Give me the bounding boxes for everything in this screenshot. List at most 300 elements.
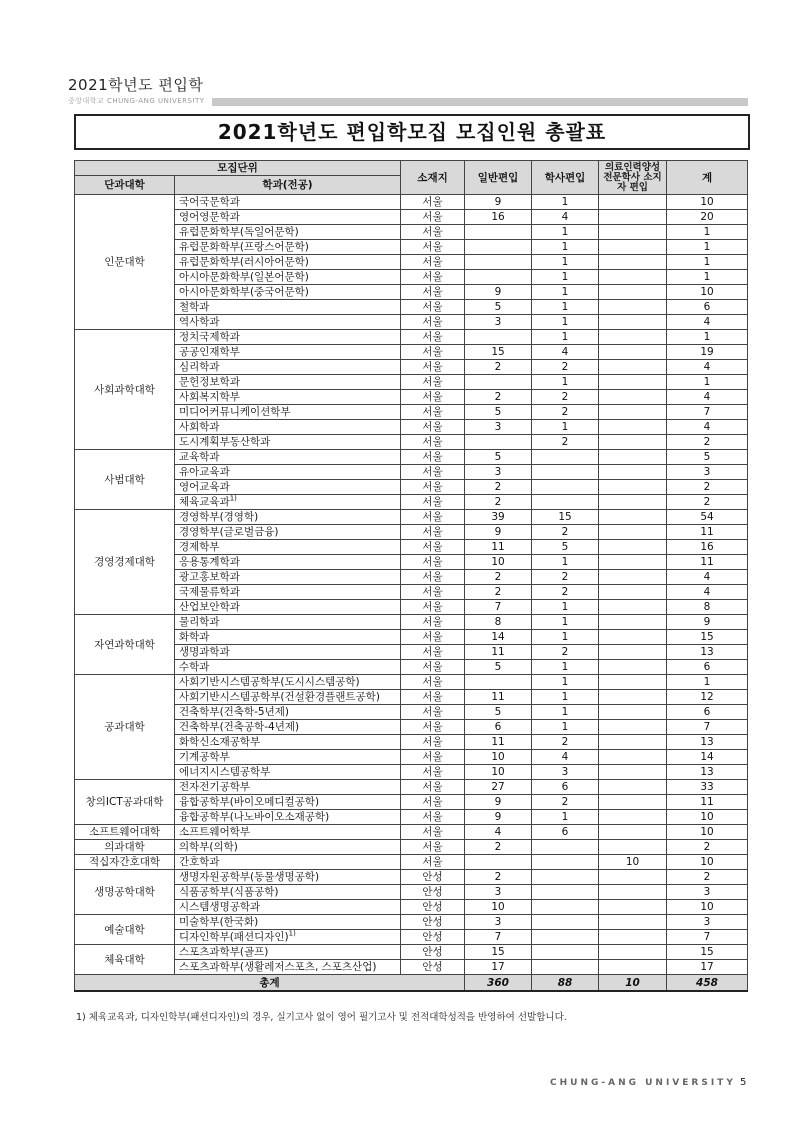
dept-cell bbox=[175, 390, 401, 405]
header-medical: 의료인력양성 전문학사 소지자 편입 bbox=[599, 161, 667, 195]
dept-cell bbox=[175, 885, 401, 900]
general-cell: 15 bbox=[465, 345, 532, 360]
dept-cell bbox=[175, 780, 401, 795]
medical-cell bbox=[599, 660, 667, 675]
bachelor-cell bbox=[532, 960, 599, 975]
medical-cell bbox=[599, 615, 667, 630]
dept-name: 사회기반시스템공학부(도시시스템공학) bbox=[179, 676, 360, 688]
general-cell: 8 bbox=[465, 615, 532, 630]
general-cell: 2 bbox=[465, 390, 532, 405]
dept-cell bbox=[175, 825, 401, 840]
total-cell: 14 bbox=[667, 750, 748, 765]
general-cell: 11 bbox=[465, 540, 532, 555]
location-cell: 서울 bbox=[401, 225, 465, 240]
medical-cell bbox=[599, 435, 667, 450]
dept-name: 응용통계학과 bbox=[179, 556, 240, 568]
dept-name: 스포츠과학부(생활레저스포츠, 스포츠산업) bbox=[179, 961, 377, 973]
bachelor-cell: 1 bbox=[532, 660, 599, 675]
general-cell: 5 bbox=[465, 450, 532, 465]
total-cell: 1 bbox=[667, 330, 748, 345]
header-bachelor: 학사편입 bbox=[532, 161, 599, 195]
bachelor-cell: 6 bbox=[532, 780, 599, 795]
dept-name: 식품공학부(식품공학) bbox=[179, 886, 279, 898]
footer-brand: CHUNG-ANG UNIVERSITY bbox=[550, 1078, 736, 1088]
table-row bbox=[75, 810, 748, 825]
college-cell: 적십자간호대학 bbox=[75, 855, 175, 870]
dept-cell bbox=[175, 225, 401, 240]
college-cell: 사범대학 bbox=[75, 450, 175, 510]
bachelor-cell: 15 bbox=[532, 510, 599, 525]
table-row bbox=[75, 840, 748, 855]
dept-cell bbox=[175, 765, 401, 780]
general-cell: 2 bbox=[465, 840, 532, 855]
general-cell bbox=[465, 330, 532, 345]
location-cell: 안성 bbox=[401, 885, 465, 900]
bachelor-cell bbox=[532, 450, 599, 465]
table-row bbox=[75, 435, 748, 450]
medical-cell bbox=[599, 780, 667, 795]
dept-name: 유럽문화학부(프랑스어문학) bbox=[179, 241, 309, 253]
table-row bbox=[75, 615, 748, 630]
dept-cell bbox=[175, 300, 401, 315]
footnote: 1) 체육교육과, 디자인학부(패션디자인)의 경우, 실기고사 없이 영어 필기고사 및 전적대학성적을 반영하여 선발합니다. bbox=[76, 1012, 567, 1023]
general-cell: 10 bbox=[465, 765, 532, 780]
dept-cell bbox=[175, 210, 401, 225]
dept-cell bbox=[175, 585, 401, 600]
medical-cell bbox=[599, 300, 667, 315]
total-cell: 4 bbox=[667, 420, 748, 435]
bachelor-cell bbox=[532, 465, 599, 480]
total-cell: 10 bbox=[667, 285, 748, 300]
dept-cell bbox=[175, 495, 401, 510]
medical-cell bbox=[599, 930, 667, 945]
table-row bbox=[75, 315, 748, 330]
table-row bbox=[75, 750, 748, 765]
total-cell: 4 bbox=[667, 390, 748, 405]
total-cell: 11 bbox=[667, 525, 748, 540]
general-cell: 3 bbox=[465, 315, 532, 330]
dept-name: 경제학부 bbox=[179, 541, 220, 553]
bachelor-cell: 1 bbox=[532, 225, 599, 240]
bachelor-cell: 2 bbox=[532, 645, 599, 660]
table-row bbox=[75, 930, 748, 945]
dept-name: 전자전기공학부 bbox=[179, 781, 251, 793]
dept-name: 화학과 bbox=[179, 631, 210, 643]
dept-name: 생명과학과 bbox=[179, 646, 230, 658]
medical-cell bbox=[599, 645, 667, 660]
table-row bbox=[75, 555, 748, 570]
medical-cell bbox=[599, 675, 667, 690]
table-row bbox=[75, 795, 748, 810]
medical-cell bbox=[599, 405, 667, 420]
medical-cell bbox=[599, 750, 667, 765]
total-cell: 10 bbox=[667, 195, 748, 210]
general-cell bbox=[465, 375, 532, 390]
general-cell: 5 bbox=[465, 705, 532, 720]
location-cell: 서울 bbox=[401, 840, 465, 855]
general-cell: 2 bbox=[465, 495, 532, 510]
bachelor-cell: 1 bbox=[532, 720, 599, 735]
table-row bbox=[75, 450, 748, 465]
dept-name: 건축학부(건축공학-4년제) bbox=[179, 721, 300, 733]
table-row bbox=[75, 735, 748, 750]
general-cell: 3 bbox=[465, 915, 532, 930]
dept-name: 영어교육과 bbox=[179, 481, 230, 493]
location-cell: 안성 bbox=[401, 915, 465, 930]
bachelor-cell bbox=[532, 840, 599, 855]
page-number: 5 bbox=[740, 1077, 747, 1088]
dept-cell bbox=[175, 705, 401, 720]
dept-name: 디자인학부(패션디자인) bbox=[179, 931, 289, 943]
header-general: 일반편입 bbox=[465, 161, 532, 195]
dept-cell bbox=[175, 195, 401, 210]
dept-name: 생명자원공학부(동물생명공학) bbox=[179, 871, 320, 883]
medical-cell bbox=[599, 765, 667, 780]
general-cell bbox=[465, 255, 532, 270]
total-cell: 6 bbox=[667, 705, 748, 720]
dept-name: 간호학과 bbox=[179, 856, 220, 868]
bachelor-cell: 1 bbox=[532, 810, 599, 825]
total-total-cell: 458 bbox=[667, 975, 748, 992]
college-cell: 경영경제대학 bbox=[75, 510, 175, 615]
total-cell: 1 bbox=[667, 270, 748, 285]
location-cell: 서울 bbox=[401, 345, 465, 360]
general-cell: 3 bbox=[465, 885, 532, 900]
total-cell: 4 bbox=[667, 570, 748, 585]
table-row bbox=[75, 405, 748, 420]
general-cell: 2 bbox=[465, 870, 532, 885]
dept-cell bbox=[175, 840, 401, 855]
bachelor-cell: 2 bbox=[532, 390, 599, 405]
bachelor-cell: 1 bbox=[532, 300, 599, 315]
location-cell: 서울 bbox=[401, 255, 465, 270]
medical-cell bbox=[599, 420, 667, 435]
location-cell: 서울 bbox=[401, 780, 465, 795]
footnote-marker: 1) bbox=[288, 929, 296, 938]
general-cell: 3 bbox=[465, 420, 532, 435]
dept-cell bbox=[175, 930, 401, 945]
bachelor-cell bbox=[532, 885, 599, 900]
location-cell: 서울 bbox=[401, 510, 465, 525]
bachelor-cell bbox=[532, 945, 599, 960]
general-cell: 27 bbox=[465, 780, 532, 795]
location-cell: 서울 bbox=[401, 555, 465, 570]
table-row bbox=[75, 720, 748, 735]
dept-cell bbox=[175, 600, 401, 615]
total-cell: 11 bbox=[667, 555, 748, 570]
total-cell: 17 bbox=[667, 960, 748, 975]
location-cell: 서울 bbox=[401, 270, 465, 285]
college-cell: 생명공학대학 bbox=[75, 870, 175, 915]
dept-name: 국어국문학과 bbox=[179, 196, 240, 208]
bachelor-cell: 2 bbox=[532, 360, 599, 375]
location-cell: 서울 bbox=[401, 540, 465, 555]
dept-cell bbox=[175, 645, 401, 660]
table-row bbox=[75, 675, 748, 690]
general-cell: 10 bbox=[465, 750, 532, 765]
table-row bbox=[75, 630, 748, 645]
bachelor-cell bbox=[532, 480, 599, 495]
medical-cell bbox=[599, 570, 667, 585]
table-row bbox=[75, 825, 748, 840]
total-cell: 3 bbox=[667, 465, 748, 480]
dept-cell bbox=[175, 615, 401, 630]
medical-cell bbox=[599, 735, 667, 750]
total-cell: 4 bbox=[667, 585, 748, 600]
medical-cell bbox=[599, 210, 667, 225]
dept-name: 경영학부(경영학) bbox=[179, 511, 259, 523]
medical-cell bbox=[599, 285, 667, 300]
dept-name: 의학부(의학) bbox=[179, 841, 238, 853]
total-cell: 20 bbox=[667, 210, 748, 225]
total-cell: 10 bbox=[667, 810, 748, 825]
medical-cell bbox=[599, 255, 667, 270]
dept-name: 에너지시스템공학부 bbox=[179, 766, 271, 778]
bachelor-cell: 1 bbox=[532, 330, 599, 345]
total-cell: 2 bbox=[667, 870, 748, 885]
dept-cell bbox=[175, 435, 401, 450]
dept-cell bbox=[175, 270, 401, 285]
location-cell: 서울 bbox=[401, 675, 465, 690]
total-cell: 2 bbox=[667, 435, 748, 450]
dept-name: 문헌정보학과 bbox=[179, 376, 240, 388]
location-cell: 서울 bbox=[401, 570, 465, 585]
location-cell: 서울 bbox=[401, 765, 465, 780]
dept-name: 미디어커뮤니케이션학부 bbox=[179, 406, 291, 418]
medical-cell bbox=[599, 960, 667, 975]
dept-cell bbox=[175, 375, 401, 390]
location-cell: 서울 bbox=[401, 330, 465, 345]
location-cell: 안성 bbox=[401, 945, 465, 960]
dept-name: 유아교육과 bbox=[179, 466, 230, 478]
total-cell: 2 bbox=[667, 840, 748, 855]
general-cell: 11 bbox=[465, 690, 532, 705]
bachelor-cell bbox=[532, 900, 599, 915]
general-cell: 5 bbox=[465, 405, 532, 420]
bachelor-cell: 1 bbox=[532, 600, 599, 615]
dept-name: 기계공학부 bbox=[179, 751, 230, 763]
general-cell: 2 bbox=[465, 480, 532, 495]
table-row bbox=[75, 330, 748, 345]
college-cell: 공과대학 bbox=[75, 675, 175, 780]
location-cell: 서울 bbox=[401, 750, 465, 765]
location-cell: 서울 bbox=[401, 705, 465, 720]
medical-cell bbox=[599, 510, 667, 525]
general-cell: 10 bbox=[465, 900, 532, 915]
general-cell: 10 bbox=[465, 555, 532, 570]
dept-cell bbox=[175, 315, 401, 330]
table-row bbox=[75, 915, 748, 930]
general-cell: 2 bbox=[465, 570, 532, 585]
medical-cell bbox=[599, 705, 667, 720]
header-college: 단과대학 bbox=[75, 176, 175, 195]
medical-cell bbox=[599, 540, 667, 555]
dept-cell bbox=[175, 240, 401, 255]
location-cell: 서울 bbox=[401, 315, 465, 330]
medical-cell bbox=[599, 270, 667, 285]
dept-cell bbox=[175, 735, 401, 750]
dept-name: 공공인재학부 bbox=[179, 346, 240, 358]
general-cell: 17 bbox=[465, 960, 532, 975]
dept-cell bbox=[175, 360, 401, 375]
dept-cell bbox=[175, 570, 401, 585]
medical-cell bbox=[599, 345, 667, 360]
location-cell: 서울 bbox=[401, 420, 465, 435]
dept-cell bbox=[175, 255, 401, 270]
medical-cell bbox=[599, 375, 667, 390]
dept-cell bbox=[175, 690, 401, 705]
total-cell: 15 bbox=[667, 630, 748, 645]
dept-name: 유럽문화학부(독일어문학) bbox=[179, 226, 299, 238]
general-cell bbox=[465, 855, 532, 870]
dept-name: 소프트웨어학부 bbox=[179, 826, 251, 838]
general-cell: 4 bbox=[465, 825, 532, 840]
location-cell: 서울 bbox=[401, 390, 465, 405]
table-row bbox=[75, 420, 748, 435]
college-cell: 자연과학대학 bbox=[75, 615, 175, 675]
table-row bbox=[75, 525, 748, 540]
bachelor-cell: 1 bbox=[532, 195, 599, 210]
dept-name: 산업보안학과 bbox=[179, 601, 240, 613]
college-cell: 예술대학 bbox=[75, 915, 175, 945]
general-cell bbox=[465, 270, 532, 285]
table-row bbox=[75, 480, 748, 495]
medical-cell bbox=[599, 840, 667, 855]
dept-name: 경영학부(글로벌금융) bbox=[179, 526, 279, 538]
dept-cell bbox=[175, 480, 401, 495]
dept-name: 화학신소재공학부 bbox=[179, 736, 261, 748]
medical-cell bbox=[599, 870, 667, 885]
location-cell: 서울 bbox=[401, 480, 465, 495]
table-row bbox=[75, 210, 748, 225]
general-cell: 16 bbox=[465, 210, 532, 225]
recruitment-table bbox=[74, 160, 748, 992]
general-cell: 39 bbox=[465, 510, 532, 525]
dept-name: 건축학부(건축학-5년제) bbox=[179, 706, 289, 718]
table-row bbox=[75, 285, 748, 300]
dept-cell bbox=[175, 330, 401, 345]
medical-cell bbox=[599, 495, 667, 510]
total-label: 총계 bbox=[75, 975, 465, 992]
total-cell: 1 bbox=[667, 675, 748, 690]
total-cell: 16 bbox=[667, 540, 748, 555]
general-cell: 9 bbox=[465, 195, 532, 210]
bachelor-cell: 1 bbox=[532, 615, 599, 630]
table-row bbox=[75, 375, 748, 390]
table-row bbox=[75, 780, 748, 795]
dept-name: 아시아문화학부(일본어문학) bbox=[179, 271, 309, 283]
bachelor-cell: 1 bbox=[532, 705, 599, 720]
dept-name: 미술학부(한국화) bbox=[179, 916, 259, 928]
bachelor-cell: 1 bbox=[532, 315, 599, 330]
dept-cell bbox=[175, 855, 401, 870]
general-cell: 6 bbox=[465, 720, 532, 735]
dept-name: 국제물류학과 bbox=[179, 586, 240, 598]
table-row bbox=[75, 960, 748, 975]
header-bar bbox=[212, 98, 748, 106]
dept-name: 심리학과 bbox=[179, 361, 220, 373]
bachelor-cell: 2 bbox=[532, 735, 599, 750]
dept-cell bbox=[175, 540, 401, 555]
medical-cell bbox=[599, 450, 667, 465]
table-row bbox=[75, 360, 748, 375]
dept-name: 아시아문화학부(중국어문학) bbox=[179, 286, 309, 298]
table-row bbox=[75, 225, 748, 240]
medical-cell bbox=[599, 585, 667, 600]
dept-cell bbox=[175, 450, 401, 465]
table-row bbox=[75, 465, 748, 480]
location-cell: 서울 bbox=[401, 285, 465, 300]
dept-name: 사회복지학부 bbox=[179, 391, 240, 403]
location-cell: 서울 bbox=[401, 450, 465, 465]
total-cell: 19 bbox=[667, 345, 748, 360]
bachelor-cell: 4 bbox=[532, 750, 599, 765]
total-cell: 12 bbox=[667, 690, 748, 705]
dept-cell bbox=[175, 870, 401, 885]
location-cell: 서울 bbox=[401, 210, 465, 225]
table-row bbox=[75, 705, 748, 720]
header-total: 계 bbox=[667, 161, 748, 195]
table-row bbox=[75, 390, 748, 405]
total-gen-cell: 360 bbox=[465, 975, 532, 992]
general-cell: 9 bbox=[465, 525, 532, 540]
table-row bbox=[75, 510, 748, 525]
dept-name: 사회학과 bbox=[179, 421, 220, 433]
header-dept: 학과(전공) bbox=[175, 176, 401, 195]
medical-cell bbox=[599, 795, 667, 810]
medical-cell bbox=[599, 525, 667, 540]
bachelor-cell: 2 bbox=[532, 435, 599, 450]
location-cell: 안성 bbox=[401, 960, 465, 975]
location-cell: 서울 bbox=[401, 810, 465, 825]
general-cell: 15 bbox=[465, 945, 532, 960]
bachelor-cell: 1 bbox=[532, 375, 599, 390]
table-row bbox=[75, 690, 748, 705]
bachelor-cell: 1 bbox=[532, 690, 599, 705]
general-cell: 9 bbox=[465, 810, 532, 825]
bachelor-cell: 1 bbox=[532, 270, 599, 285]
table-row bbox=[75, 855, 748, 870]
total-cell: 10 bbox=[667, 825, 748, 840]
bachelor-cell: 1 bbox=[532, 675, 599, 690]
general-cell: 11 bbox=[465, 735, 532, 750]
general-cell: 11 bbox=[465, 645, 532, 660]
general-cell: 3 bbox=[465, 465, 532, 480]
medical-cell bbox=[599, 225, 667, 240]
bachelor-cell: 1 bbox=[532, 630, 599, 645]
total-cell: 10 bbox=[667, 855, 748, 870]
total-cell: 5 bbox=[667, 450, 748, 465]
general-cell bbox=[465, 240, 532, 255]
bachelor-cell: 1 bbox=[532, 255, 599, 270]
bachelor-cell: 1 bbox=[532, 555, 599, 570]
bachelor-cell bbox=[532, 495, 599, 510]
dept-name: 물리학과 bbox=[179, 616, 220, 628]
page-title: 2021학년도 편입학모집 모집인원 총괄표 bbox=[74, 114, 750, 150]
dept-cell bbox=[175, 675, 401, 690]
total-cell: 6 bbox=[667, 300, 748, 315]
dept-name: 융합공학부(바이오메디컬공학) bbox=[179, 796, 320, 808]
bachelor-cell bbox=[532, 930, 599, 945]
medical-cell bbox=[599, 330, 667, 345]
total-cell: 33 bbox=[667, 780, 748, 795]
dept-cell bbox=[175, 750, 401, 765]
dept-cell bbox=[175, 660, 401, 675]
total-cell: 1 bbox=[667, 255, 748, 270]
medical-cell bbox=[599, 555, 667, 570]
dept-cell bbox=[175, 285, 401, 300]
location-cell: 서울 bbox=[401, 495, 465, 510]
